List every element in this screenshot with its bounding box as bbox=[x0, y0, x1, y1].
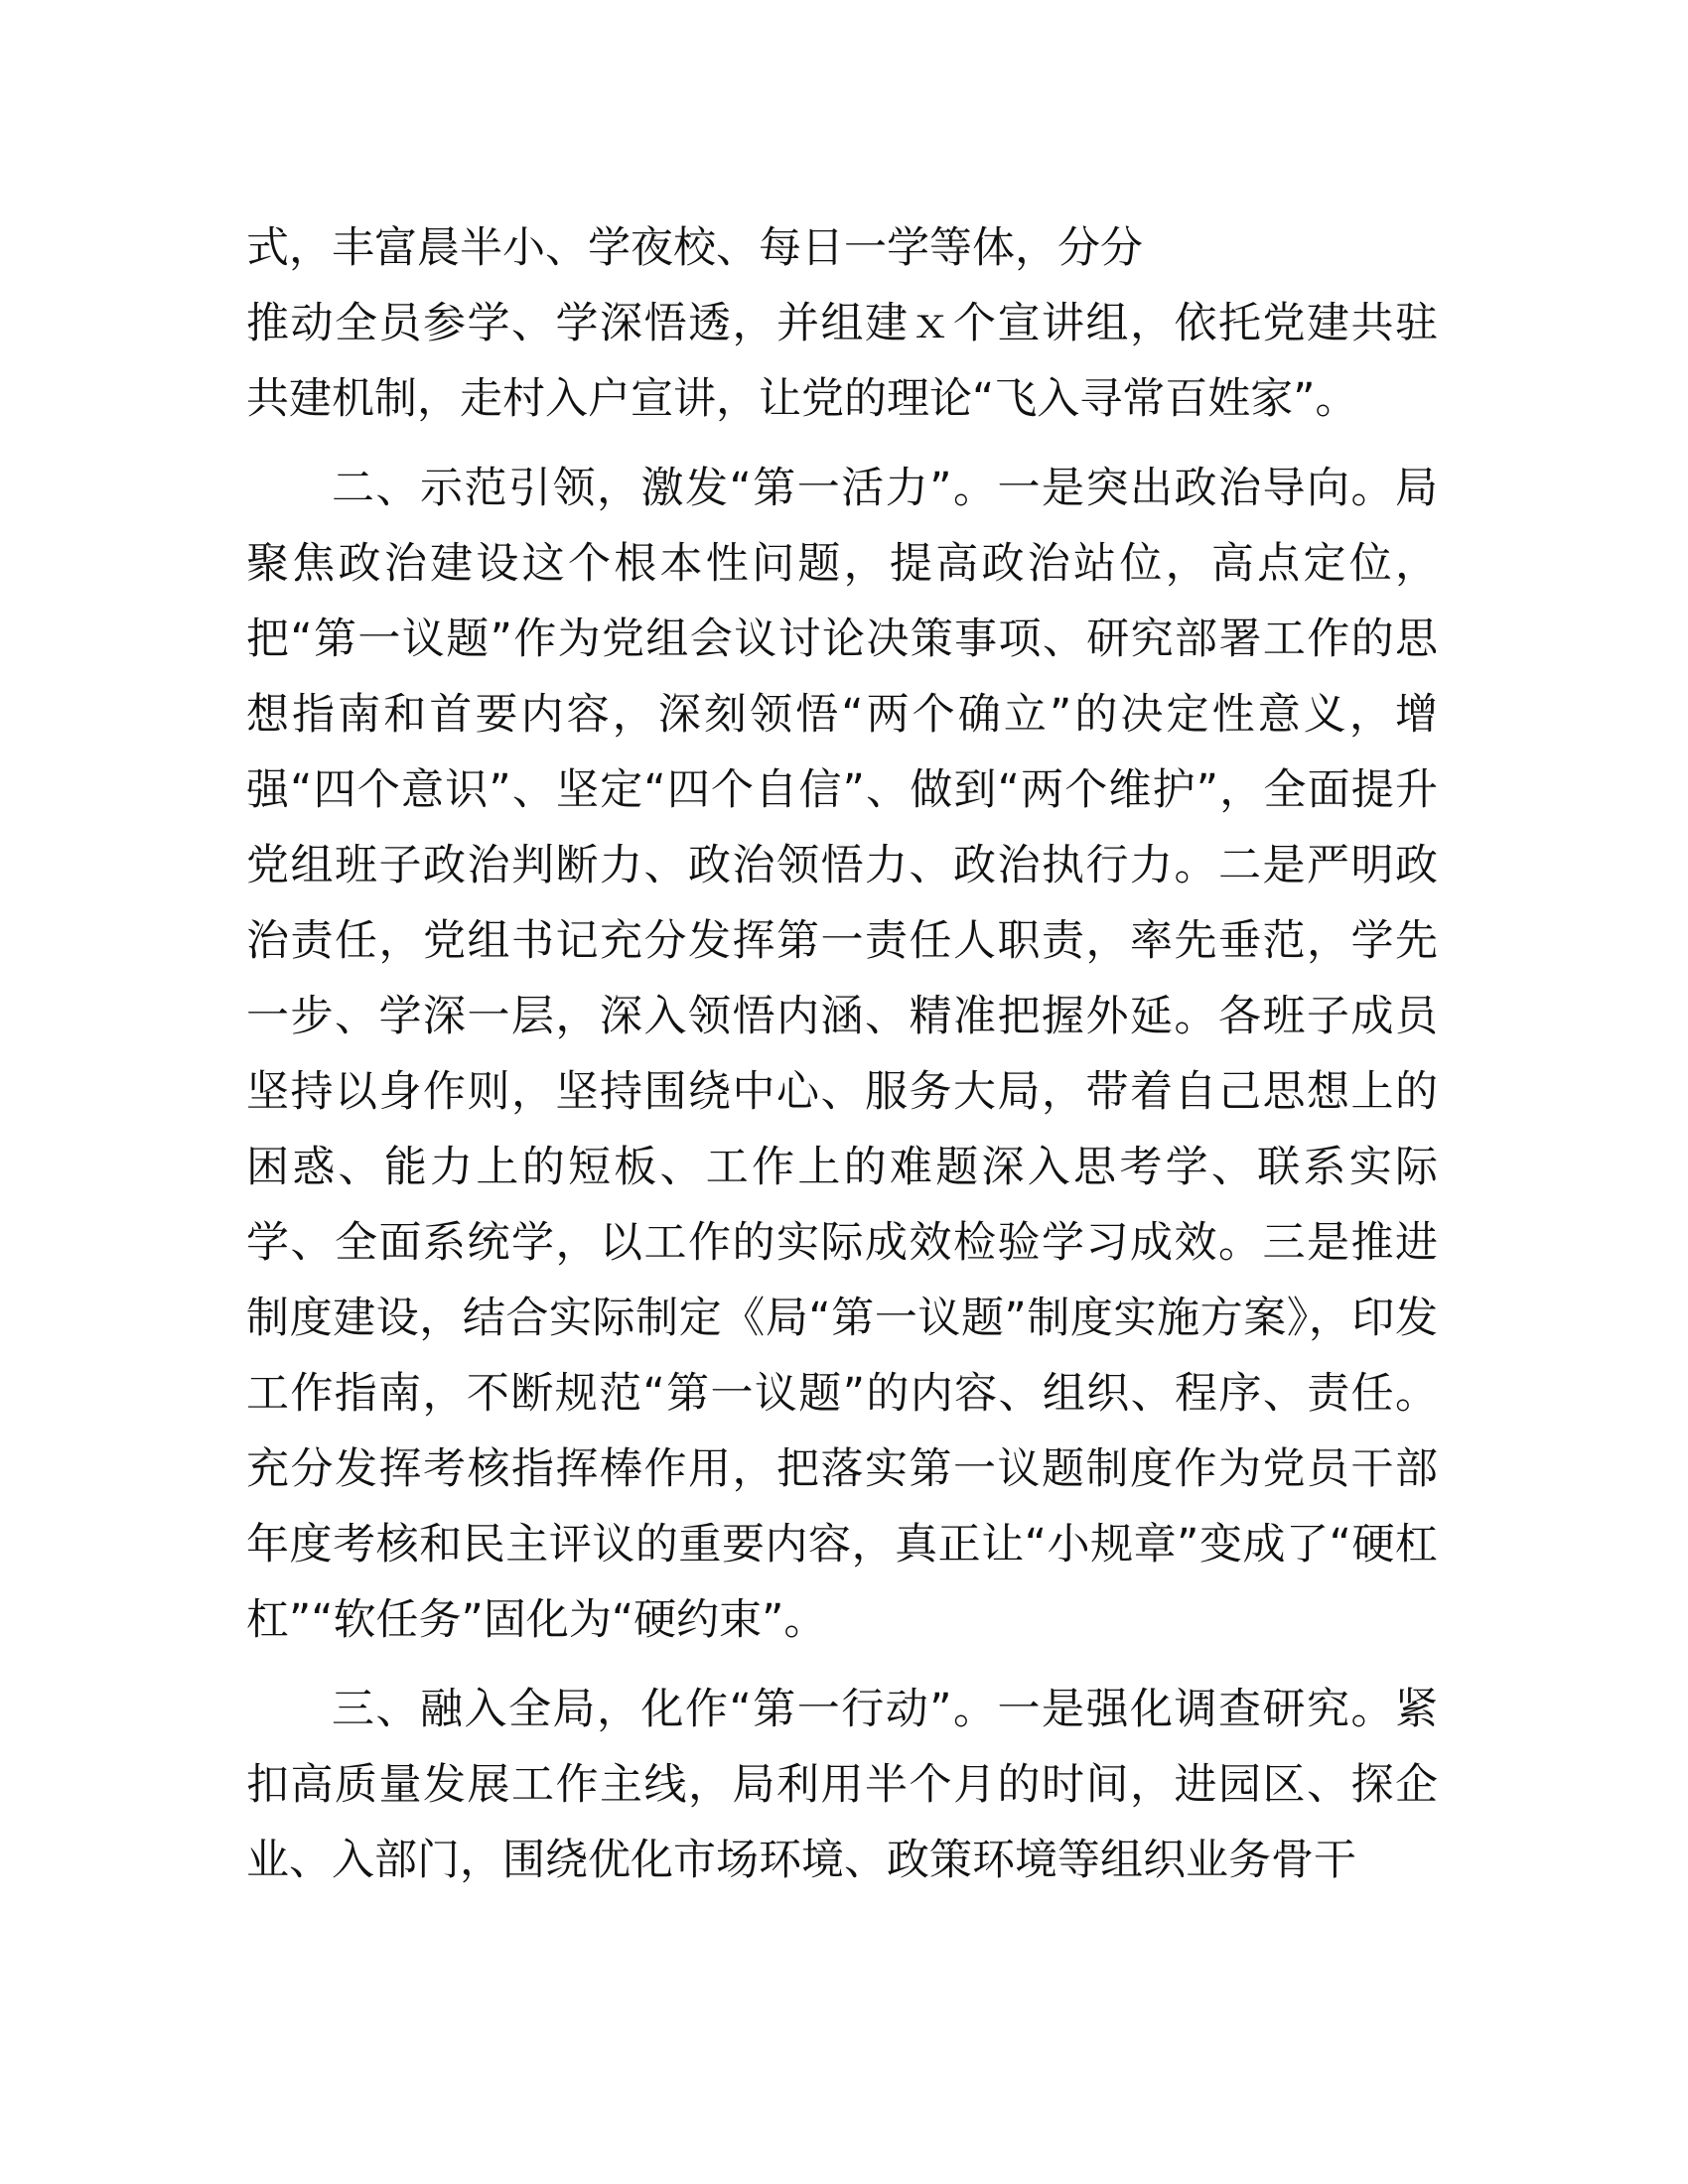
paragraph-text: 推动全员参学、学深悟透，并组建ｘ个宣讲组，依托党建共驻共建机制，走村入户宣讲，让党的理论“飞入寻常百姓家”。 bbox=[246, 299, 1438, 424]
paragraph-continued bbox=[246, 210, 1438, 437]
paragraph-section-two: 二、示范引领，激发“第一活力”。一是突出政治导向。局聚焦政治建设这个根本性问题，提高政治站位，高点定位，把“第一议题”作为党组会议讨论决策事项、研究部署工作的思想指南和首要内容，深刻领悟“两个确立”的决定性意义，增强“四个意识”、坚定“四个自信”、做到“两个维护”，全面提升党组班子政治判断力、政治领悟力、政治执行力。二是严明政治责任，党组书记充分发挥第一责任人职责，率先垂范，学先一步、学深一层，深入领悟内涵、精准把握外延。各班子成员坚持以身作则，坚持围绕中心、服务大局，带着自己思想上的困惑、能力上的短板、工作上的难题深入思考学、联系实际学、全面系统学，以工作的实际成效检验学习成效。三是推进制度建设，结合实际制定《局“第一议题”制度实施方案》，印发工作指南，不断规范“第一议题”的内容、组织、程序、责任。充分发挥考核指挥棒作用，把落实第一议题制度作为党员干部年度考核和民主评议的重要内容，真正让“小规章”变成了“硬杠杠”“软任务”固化为“硬约束”。 bbox=[246, 464, 1438, 1645]
document-body bbox=[246, 210, 1438, 1898]
paragraph-fragment-line: 式，丰富晨半小、学夜校、每日一学等体，分分 bbox=[246, 223, 1143, 273]
paragraph-section-three: 三、融入全局，化作“第一行动”。一是强化调查研究。紧扣高质量发展工作主线，局利用半个月的时间，进园区、探企业、入部门，围绕优化市场环境、政策环境等组织业务骨干 bbox=[246, 1685, 1438, 1885]
